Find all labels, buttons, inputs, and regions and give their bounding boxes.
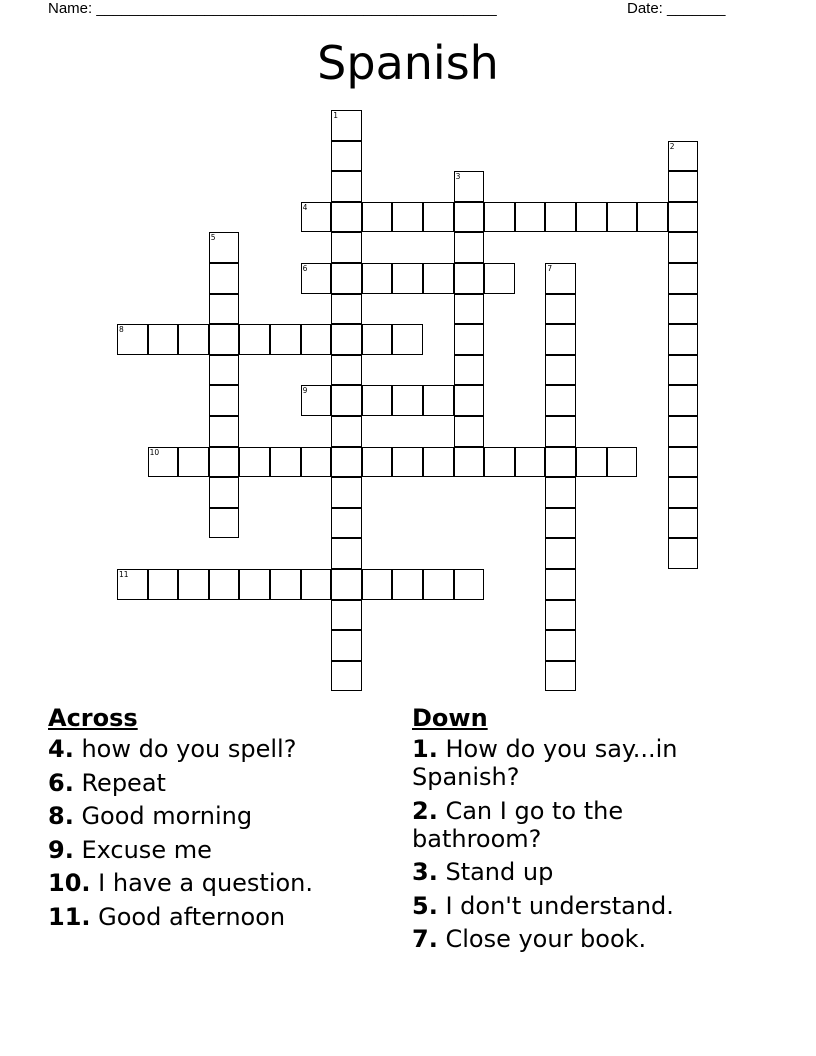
- grid-cell[interactable]: [331, 294, 362, 325]
- grid-cell[interactable]: [545, 477, 576, 508]
- grid-cell[interactable]: [301, 447, 332, 478]
- grid-cell[interactable]: [239, 569, 270, 600]
- across-clue: [48, 802, 388, 830]
- grid-cell[interactable]: [392, 569, 423, 600]
- grid-cell[interactable]: [668, 477, 699, 508]
- down-clue: [412, 925, 742, 953]
- across-clue: [48, 836, 388, 864]
- down-clue: [412, 858, 742, 886]
- grid-cell[interactable]: [392, 263, 423, 294]
- clue-text: Stand up: [437, 858, 554, 886]
- grid-cell[interactable]: [331, 232, 362, 263]
- clue-number-label: 7: [547, 264, 553, 273]
- grid-cell[interactable]: [545, 569, 576, 600]
- grid-cell[interactable]: [178, 447, 209, 478]
- grid-cell[interactable]: [331, 600, 362, 631]
- grid-cell[interactable]: [331, 385, 362, 416]
- grid-cell[interactable]: [454, 324, 485, 355]
- grid-cell[interactable]: [484, 447, 515, 478]
- clue-number: 3.: [412, 858, 438, 886]
- down-clue: [412, 735, 742, 791]
- down-clue: [412, 892, 742, 920]
- clue-number-label: 1: [333, 111, 338, 120]
- clue-number-label: 8: [119, 325, 124, 335]
- grid-cell[interactable]: [576, 447, 607, 478]
- grid-cell[interactable]: [668, 385, 699, 416]
- grid-cell[interactable]: [178, 324, 209, 355]
- grid-cell[interactable]: [454, 232, 485, 263]
- name-field-label[interactable]: Name: ________________________________________________: [48, 0, 497, 17]
- grid-cell[interactable]: [301, 569, 332, 600]
- grid-cell[interactable]: [454, 355, 485, 386]
- grid-cell[interactable]: [331, 171, 362, 202]
- grid-cell[interactable]: [484, 202, 515, 233]
- across-clue: [48, 903, 388, 931]
- grid-cell[interactable]: [331, 416, 362, 447]
- grid-cell[interactable]: [423, 569, 454, 600]
- grid-cell[interactable]: [576, 202, 607, 233]
- down-clue: [412, 797, 742, 853]
- grid-cell[interactable]: [545, 355, 576, 386]
- clue-number: 6.: [48, 768, 74, 797]
- down-clues: [412, 703, 742, 959]
- grid-cell[interactable]: [545, 324, 576, 355]
- grid-cell[interactable]: [209, 569, 240, 600]
- grid-cell[interactable]: [209, 447, 240, 478]
- grid-cell[interactable]: [607, 202, 638, 233]
- grid-cell[interactable]: [392, 324, 423, 355]
- grid-cell[interactable]: [668, 508, 699, 539]
- grid-cell[interactable]: [454, 263, 485, 294]
- grid-cell[interactable]: [454, 447, 485, 478]
- grid-cell[interactable]: [668, 263, 699, 294]
- grid-cell[interactable]: [454, 202, 485, 233]
- grid-cell[interactable]: [668, 538, 699, 569]
- grid-cell[interactable]: [484, 263, 515, 294]
- clue-number-label: 6: [302, 264, 308, 273]
- grid-cell[interactable]: [545, 385, 576, 416]
- clue-text: I don't understand.: [437, 891, 674, 920]
- clue-number: 7.: [412, 925, 438, 953]
- clue-number-label: 4: [302, 202, 308, 212]
- grid-cell[interactable]: [607, 447, 638, 478]
- clue-number: 9.: [48, 835, 74, 864]
- grid-cell[interactable]: [331, 263, 362, 294]
- grid-cell[interactable]: [668, 416, 699, 447]
- grid-cell[interactable]: [362, 202, 393, 233]
- grid-cell[interactable]: [301, 385, 332, 416]
- clue-text: I have a question.: [90, 869, 314, 897]
- clue-text: Good morning: [73, 802, 253, 830]
- grid-cell[interactable]: [209, 355, 240, 386]
- grid-cell[interactable]: [209, 416, 240, 447]
- grid-cell[interactable]: [148, 447, 179, 478]
- clue-text: Excuse me: [73, 835, 212, 864]
- grid-cell[interactable]: [331, 661, 362, 692]
- clue-number-label: 11: [119, 570, 129, 579]
- grid-cell[interactable]: [209, 385, 240, 416]
- grid-cell[interactable]: [331, 447, 362, 478]
- grid-cell[interactable]: [668, 324, 699, 355]
- grid-cell[interactable]: [148, 324, 179, 355]
- grid-cell[interactable]: [270, 324, 301, 355]
- grid-cell[interactable]: [331, 141, 362, 172]
- clue-number: 5.: [412, 891, 438, 920]
- grid-cell[interactable]: [668, 232, 699, 263]
- grid-cell[interactable]: [331, 110, 362, 141]
- grid-cell[interactable]: [637, 202, 668, 233]
- grid-cell[interactable]: [392, 202, 423, 233]
- grid-cell[interactable]: [545, 447, 576, 478]
- clue-number-label: 5: [210, 233, 216, 243]
- grid-cell[interactable]: [423, 263, 454, 294]
- grid-cell[interactable]: [545, 202, 576, 233]
- puzzle-title: Spanish: [317, 36, 499, 90]
- grid-cell[interactable]: [545, 630, 576, 661]
- grid-cell[interactable]: [362, 263, 393, 294]
- grid-cell[interactable]: [209, 477, 240, 508]
- down-clue-list: [412, 735, 742, 953]
- clue-number-label: 2: [669, 141, 675, 151]
- grid-cell[interactable]: [545, 294, 576, 325]
- clue-number-label: 3: [455, 172, 461, 182]
- grid-cell[interactable]: [545, 416, 576, 447]
- grid-cell[interactable]: [301, 324, 332, 355]
- clue-number: 10.: [48, 869, 91, 897]
- grid-cell[interactable]: [392, 447, 423, 478]
- clue-number: 8.: [48, 802, 74, 830]
- grid-cell[interactable]: [668, 171, 699, 202]
- grid-cell[interactable]: [545, 600, 576, 631]
- clue-number-label: 10: [149, 447, 160, 457]
- clue-text: Repeat: [73, 768, 166, 797]
- grid-cell[interactable]: [454, 416, 485, 447]
- clue-number: 4.: [48, 735, 74, 763]
- grid-cell[interactable]: [331, 477, 362, 508]
- grid-cell[interactable]: [239, 324, 270, 355]
- grid-cell[interactable]: [545, 538, 576, 569]
- grid-cell[interactable]: [362, 385, 393, 416]
- grid-cell[interactable]: [545, 508, 576, 539]
- grid-cell[interactable]: [423, 447, 454, 478]
- grid-cell[interactable]: [331, 355, 362, 386]
- grid-cell[interactable]: [209, 232, 240, 263]
- across-clue-list: [48, 735, 388, 931]
- clue-text: Can I go to the bathroom?: [412, 796, 624, 853]
- down-heading: Down: [412, 704, 488, 732]
- grid-cell[interactable]: [148, 569, 179, 600]
- date-field-label[interactable]: Date: _______: [627, 0, 726, 17]
- grid-cell[interactable]: [239, 447, 270, 478]
- grid-cell[interactable]: [668, 202, 699, 233]
- across-heading: Across: [48, 704, 138, 732]
- grid-cell[interactable]: [454, 569, 485, 600]
- grid-cell[interactable]: [178, 569, 209, 600]
- grid-cell[interactable]: [515, 447, 546, 478]
- grid-cell[interactable]: [331, 569, 362, 600]
- grid-cell[interactable]: [423, 202, 454, 233]
- clue-number: 11.: [48, 902, 91, 931]
- grid-cell[interactable]: [545, 661, 576, 692]
- across-clue: [48, 869, 388, 897]
- grid-cell[interactable]: [668, 355, 699, 386]
- clue-number-label: 9: [302, 386, 308, 396]
- grid-cell[interactable]: [668, 141, 699, 172]
- clue-text: Good afternoon: [90, 902, 286, 931]
- grid-cell[interactable]: [301, 202, 332, 233]
- grid-cell[interactable]: [209, 508, 240, 539]
- grid-cell[interactable]: [545, 263, 576, 294]
- grid-cell[interactable]: [331, 538, 362, 569]
- across-clue: [48, 769, 388, 797]
- grid-cell[interactable]: [331, 630, 362, 661]
- grid-cell[interactable]: [362, 569, 393, 600]
- clue-number: 1.: [412, 735, 438, 763]
- grid-cell[interactable]: [362, 324, 393, 355]
- grid-cell[interactable]: [209, 294, 240, 325]
- grid-cell[interactable]: [515, 202, 546, 233]
- clue-text: Close your book.: [437, 925, 647, 953]
- grid-cell[interactable]: [423, 385, 454, 416]
- grid-cell[interactable]: [454, 385, 485, 416]
- grid-cell[interactable]: [392, 385, 423, 416]
- grid-cell[interactable]: [331, 324, 362, 355]
- grid-cell[interactable]: [117, 324, 148, 355]
- across-clues: [48, 703, 388, 936]
- grid-cell[interactable]: [270, 447, 301, 478]
- grid-cell[interactable]: [209, 324, 240, 355]
- grid-cell[interactable]: [270, 569, 301, 600]
- clue-text: How do you say...in Spanish?: [412, 735, 678, 791]
- grid-cell[interactable]: [331, 202, 362, 233]
- grid-cell[interactable]: [668, 447, 699, 478]
- grid-cell[interactable]: [117, 569, 148, 600]
- clue-text: how do you spell?: [73, 735, 297, 763]
- grid-cell[interactable]: [668, 294, 699, 325]
- grid-cell[interactable]: [301, 263, 332, 294]
- grid-cell[interactable]: [362, 447, 393, 478]
- grid-cell[interactable]: [454, 171, 485, 202]
- grid-cell[interactable]: [331, 508, 362, 539]
- across-clue: [48, 735, 388, 763]
- grid-cell[interactable]: [209, 263, 240, 294]
- clue-number: 2.: [412, 796, 438, 825]
- grid-cell[interactable]: [454, 294, 485, 325]
